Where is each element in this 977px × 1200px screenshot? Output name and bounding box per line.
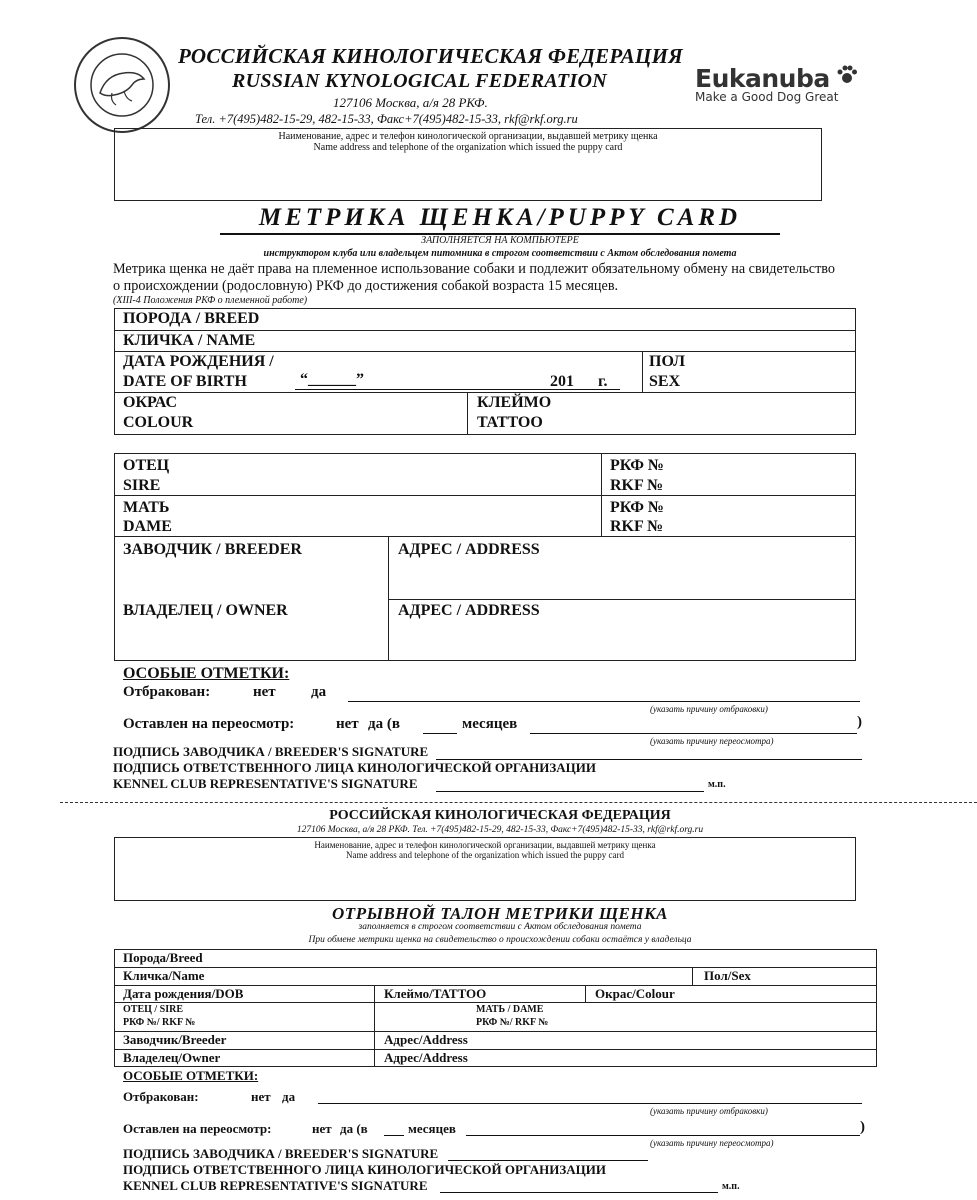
- stub-breeder-signature-line[interactable]: [448, 1160, 648, 1161]
- stub-dob-field[interactable]: Дата рождения/DOB: [123, 986, 244, 1001]
- stub-issuing-org-label-ru: Наименование, адрес и телефон кинологической организации, выдавшей метрику щенка: [314, 840, 656, 850]
- stub-org-name: РОССИЙСКАЯ КИНОЛОГИЧЕСКАЯ ФЕДЕРАЦИЯ: [329, 808, 671, 823]
- stub-breeder-field[interactable]: Заводчик/Breeder: [123, 1032, 227, 1047]
- official-signature-label: ПОДПИСЬ ОТВЕТСТВЕННОГО ЛИЦА КИНОЛОГИЧЕСКОЙ ОРГАНИЗАЦИИ: [113, 760, 596, 775]
- special-marks-heading: ОСОБЫЕ ОТМЕТКИ:: [123, 665, 290, 682]
- recheck-no[interactable]: нет: [336, 716, 359, 732]
- stub-colour-field[interactable]: Окрас/Colour: [595, 986, 675, 1001]
- stub-title: ОТРЫВНОЙ ТАЛОН МЕТРИКИ ЩЕНКА: [332, 904, 668, 923]
- stub-sire-label: ОТЕЦ / SIRE: [123, 1004, 184, 1015]
- sire-rkf-en: RKF №: [610, 477, 664, 494]
- stub-recheck-label: Оставлен на переосмотр:: [123, 1121, 272, 1136]
- recheck-close-paren: ): [857, 714, 862, 730]
- cut-line: [60, 802, 977, 803]
- issuing-org-label-en: Name address and telephone of the organization which issued the puppy card: [313, 142, 623, 153]
- stub-owner-field[interactable]: Владелец/Owner: [123, 1050, 221, 1065]
- stub-recheck-no[interactable]: нет: [312, 1121, 332, 1136]
- breeder-field[interactable]: ЗАВОДЧИК / BREEDER: [123, 541, 302, 558]
- stub-rejected-yes[interactable]: да: [282, 1089, 296, 1104]
- stub-rejected-label: Отбракован:: [123, 1089, 199, 1104]
- stub-recheck-reason-note: (указать причину переосмотра): [650, 1138, 774, 1148]
- stub-special-marks-heading: ОСОБЫЕ ОТМЕТКИ:: [123, 1068, 259, 1083]
- org-name-ru: РОССИЙСКАЯ КИНОЛОГИЧЕСКАЯ ФЕДЕРАЦИЯ: [178, 44, 684, 68]
- stub-recheck-months: месяцев: [408, 1121, 456, 1136]
- stub-official-signature-label: ПОДПИСЬ ОТВЕТСТВЕННОГО ЛИЦА КИНОЛОГИЧЕСКОЙ ОРГАНИЗАЦИИ: [123, 1162, 606, 1177]
- dob-label-en: DATE OF BIRTH: [123, 373, 247, 390]
- sire-label-ru: ОТЕЦ: [123, 457, 170, 474]
- stub-issuing-org-label-en: Name address and telephone of the organization which issued the puppy card: [346, 850, 624, 860]
- recheck-yes[interactable]: да (в: [368, 716, 400, 732]
- card-notice-ref: (XIII-4 Положения РКФ о племенной работе): [113, 295, 308, 306]
- dame-rkf-ru: РКФ №: [610, 499, 665, 516]
- stub-rejected-reason-note: (указать причину отбраковки): [650, 1106, 768, 1116]
- stub-breeder-address-field[interactable]: Адрес/Address: [384, 1032, 468, 1047]
- dame-label-ru: МАТЬ: [123, 499, 170, 516]
- stub-contacts: 127106 Москва, а/я 28 РКФ. Тел. +7(495)482-15-29, 482-15-33, Факс+7(495)482-15-33, rkf@rkf.org.ru: [296, 825, 704, 835]
- eukanuba-wordmark: Eukanuba: [695, 64, 830, 93]
- stub-sire-rkf: РКФ №/ RKF №: [123, 1017, 196, 1028]
- dob-label-ru: ДАТА РОЖДЕНИЯ /: [123, 353, 274, 370]
- breeder-address-field[interactable]: АДРЕС / ADDRESS: [398, 541, 540, 558]
- stub-recheck-yes[interactable]: да (в: [340, 1121, 368, 1136]
- dame-label-en: DAME: [123, 518, 172, 535]
- stub-dame-label: МАТЬ / DAME: [476, 1004, 544, 1015]
- rejected-no[interactable]: нет: [253, 684, 276, 700]
- recheck-months: месяцев: [462, 716, 518, 732]
- stub-name-field[interactable]: Кличка/Name: [123, 968, 205, 983]
- colour-label-en: COLOUR: [123, 414, 194, 431]
- card-subtitle-2: инструктором клуба или владельцем питомника в строгом соответствии с Актом обследования помета: [263, 248, 737, 259]
- recheck-months-line[interactable]: [423, 733, 457, 734]
- stub-stamp-place: м.п.: [722, 1181, 740, 1192]
- stub-issuing-org-box[interactable]: [114, 837, 856, 901]
- card-title: МЕТРИКА ЩЕНКА/PUPPY CARD: [258, 204, 742, 231]
- kennel-signature-label: KENNEL CLUB REPRESENTATIVE'S SIGNATURE: [113, 776, 418, 791]
- stub-subtitle-1: заполняется в строгом соответствии с Актом обследования помета: [358, 922, 642, 932]
- org-contacts: Тел. +7(495)482-15-29, 482-15-33, Факс+7(495)482-15-33, rkf@rkf.org.ru: [195, 112, 578, 126]
- issuing-org-label-ru: Наименование, адрес и телефон кинологической организации, выдавшей метрику щенка: [278, 131, 658, 142]
- eukanuba-tagline: Make a Good Dog Great: [695, 90, 839, 104]
- paw-icon: [836, 64, 858, 91]
- stub-rejected-reason-line[interactable]: [318, 1103, 862, 1104]
- recheck-reason-note: (указать причину переосмотра): [650, 736, 774, 746]
- sex-label-ru: ПОЛ: [649, 353, 686, 370]
- stub-dame-rkf: РКФ №/ RKF №: [476, 1017, 549, 1028]
- tattoo-label-en: TATTOO: [477, 414, 543, 431]
- dob-year[interactable]: 201: [550, 373, 574, 390]
- sex-label-en: SEX: [649, 373, 681, 390]
- stub-kennel-signature-line[interactable]: [440, 1192, 718, 1193]
- dob-year-suffix: г.: [598, 373, 608, 390]
- rejected-reason-note: (указать причину отбраковки): [650, 704, 768, 714]
- recheck-label: Оставлен на переосмотр:: [123, 716, 295, 732]
- rkf-seal: [72, 35, 172, 135]
- owner-field[interactable]: ВЛАДЕЛЕЦ / OWNER: [123, 602, 288, 619]
- sire-label-en: SIRE: [123, 477, 161, 494]
- recheck-reason-line[interactable]: [530, 733, 857, 734]
- org-address: 127106 Москва, а/я 28 РКФ.: [333, 95, 488, 110]
- dob-day-field[interactable]: “______”: [300, 371, 364, 388]
- stub-sex-field[interactable]: Пол/Sex: [704, 968, 751, 983]
- stub-owner-address-field[interactable]: Адрес/Address: [384, 1050, 468, 1065]
- stub-breed-field[interactable]: Порода/Breed: [123, 950, 203, 965]
- dame-rkf-en: RKF №: [610, 518, 664, 535]
- tattoo-label-ru: КЛЕЙМО: [477, 394, 552, 411]
- owner-address-field[interactable]: АДРЕС / ADDRESS: [398, 602, 540, 619]
- stub-kennel-signature-label: KENNEL CLUB REPRESENTATIVE'S SIGNATURE: [123, 1178, 428, 1193]
- issuing-org-box[interactable]: [114, 128, 822, 201]
- stub-rejected-no[interactable]: нет: [251, 1089, 271, 1104]
- org-name-en: RUSSIAN KYNOLOGICAL FEDERATION: [232, 70, 608, 92]
- breed-field[interactable]: ПОРОДА / BREED: [123, 310, 260, 327]
- stub-recheck-reason-line[interactable]: [466, 1135, 860, 1136]
- rejected-label: Отбракован:: [123, 684, 211, 700]
- card-notice-2: о происхождении (родословную) РКФ до достижения собакой возраста 15 месяцев.: [113, 278, 619, 294]
- colour-label-ru: ОКРАС: [123, 394, 178, 411]
- eukanuba-logo: [695, 64, 885, 114]
- kennel-signature-line[interactable]: [436, 791, 704, 792]
- breeder-signature-label: ПОДПИСЬ ЗАВОДЧИКА / BREEDER'S SIGNATURE: [113, 744, 429, 759]
- card-notice-1: Метрика щенка не даёт права на племенное использование собаки и подлежит обязательному обмену на свидетельство: [113, 261, 836, 277]
- rejected-reason-line[interactable]: [348, 701, 860, 702]
- stub-recheck-months-line[interactable]: [384, 1135, 404, 1136]
- stub-recheck-close-paren: ): [860, 1119, 865, 1135]
- sire-rkf-ru: РКФ №: [610, 457, 665, 474]
- stub-tattoo-field[interactable]: Клеймо/TATTOO: [384, 986, 487, 1001]
- name-field[interactable]: КЛИЧКА / NAME: [123, 332, 256, 349]
- stub-breeder-signature-label: ПОДПИСЬ ЗАВОДЧИКА / BREEDER'S SIGNATURE: [123, 1146, 439, 1161]
- rejected-yes[interactable]: да: [311, 684, 327, 700]
- stub-subtitle-2: При обмене метрики щенка на свидетельство о происхождении собаки остаётся у владельца: [308, 935, 692, 945]
- stamp-place: м.п.: [708, 779, 726, 790]
- card-subtitle-1: ЗАПОЛНЯЕТСЯ НА КОМПЬЮТЕРЕ: [421, 235, 579, 246]
